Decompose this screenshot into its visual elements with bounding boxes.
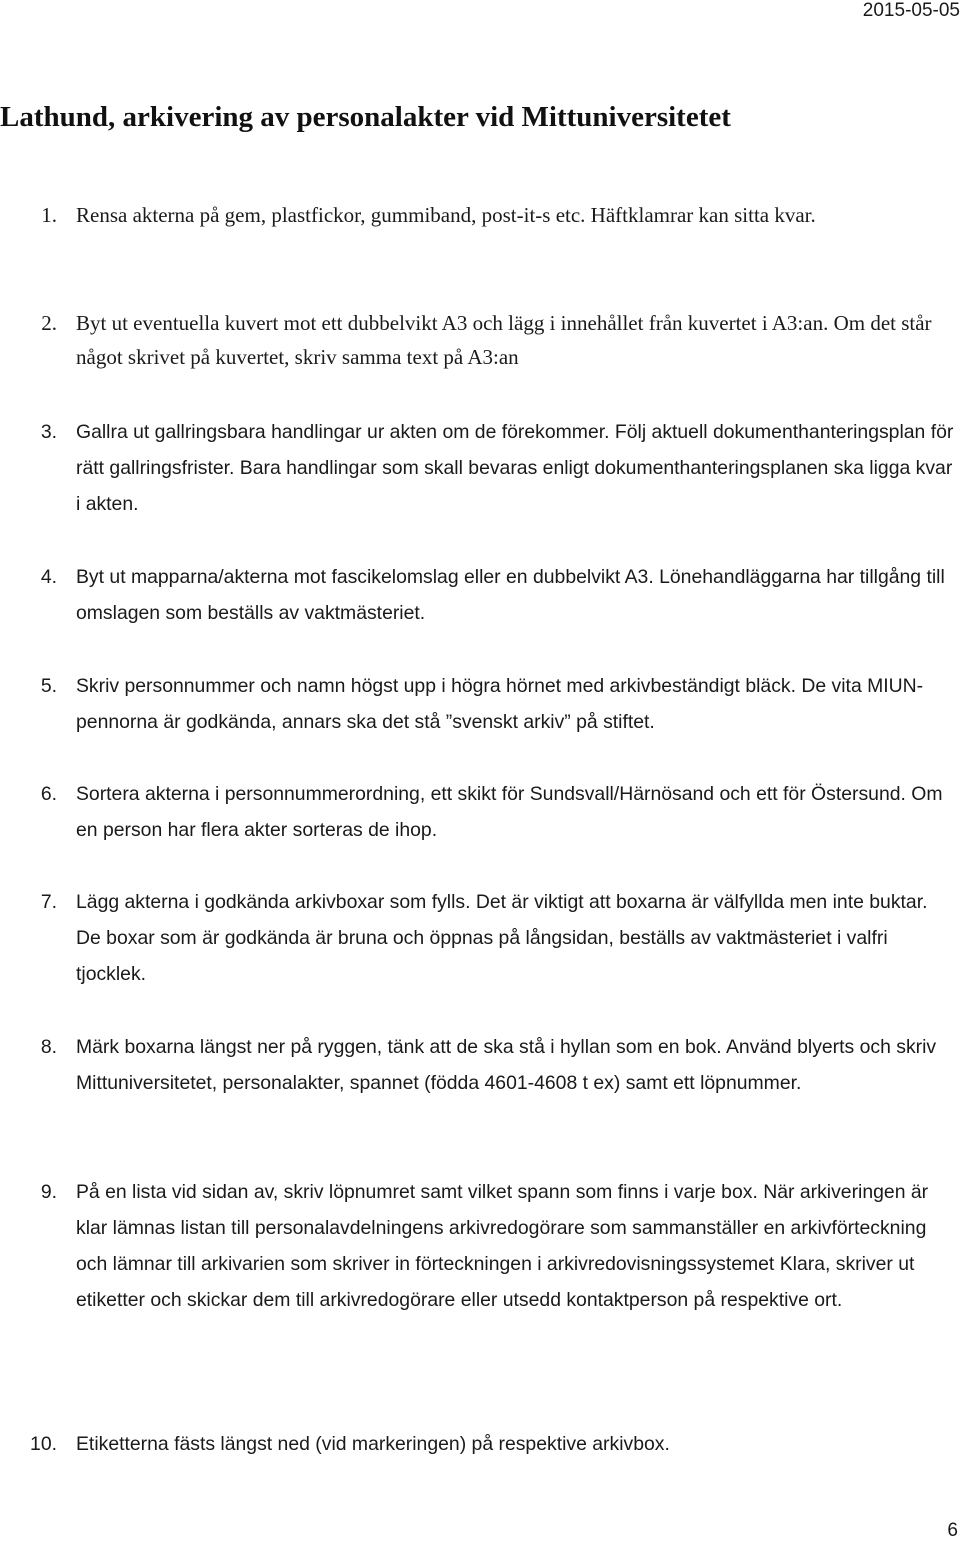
document-date: 2015-05-05 [862,0,960,21]
list-item-text: På en lista vid sidan av, skriv löpnumret samt vilket spann som finns i varje box. När arkiveringen är klar lämnas listan till personalavdelningens arkivredogörare som sammanställer en arkivförteckning och lämnar till arkivarien som skriver in förteckningen i arkivredovisningssystemet Klara, skriver ut etiketter och skickar dem till arkivredogörare eller utsedd kontaktperson på respektive ort. [76,1181,929,1311]
list-item-number: 1. [41,203,57,227]
list-item-text: Märk boxarna längst ner på ryggen, tänk att de ska stå i hyllan som en bok. Använd blyerts och skriv Mittuniversitetet, personalakter, spannet (födda 4601-4608 t ex) samt ett löpnummer. [76,1036,937,1094]
list-item-number: 5. [40,675,57,697]
list-item-number: 10. [30,1433,57,1455]
list-item-number: 9. [40,1181,57,1203]
list-item-text: Skriv personnummer och namn högst upp i högra hörnet med arkivbeständigt bläck. De vita MIUN-pennorna är godkända, annars ska det stå ”svenskt arkiv” på stiftet. [76,675,924,733]
list-item-text: Gallra ut gallringsbara handlingar ur akten om de förekommer. Följ aktuell dokumenthanteringsplan för rätt gallringsfrister. Bara handlingar som skall bevaras enligt dokumenthanteringsplanen ska ligga kvar i akten. [76,421,954,515]
list-item-text: Byt ut eventuella kuvert mot ett dubbelvikt A3 och lägg i innehållet från kuvertet i A3:an. Om det står något skrivet på kuvertet, skriv samma text på A3:an [76,311,932,369]
list-item-text: Lägg akterna i godkända arkivboxar som fylls. Det är viktigt att boxarna är välfyllda men inte buktar. De boxar som är godkända är bruna och öppnas på långsidan, beställs av vaktmästeriet i valfri tjocklek. [76,891,928,985]
list-item-number: 7. [40,891,57,913]
document-title: Lathund, arkivering av personalakter vid Mittuniversitetet [0,101,731,133]
list-item-text: Rensa akterna på gem, plastfickor, gummiband, post-it-s etc. Häftklamrar kan sitta kvar. [76,203,816,227]
list-item-text: Etiketterna fästs längst ned (vid markeringen) på respektive arkivbox. [76,1433,670,1455]
list-item-number: 8. [40,1036,57,1058]
list-item-number: 4. [40,566,57,588]
list-item-number: 3. [40,421,57,443]
list-item-text: Sortera akterna i personnummerordning, ett skikt för Sundsvall/Härnösand och ett för Östersund. Om en person har flera akter sorteras de ihop. [76,783,943,841]
list-item-number: 6. [40,783,57,805]
list-item-number: 2. [41,311,57,335]
page-number: 6 [947,1520,958,1541]
list-item-text: Byt ut mapparna/akterna mot fascikelomslag eller en dubbelvikt A3. Lönehandläggarna har tillgång till omslagen som beställs av vaktmästeriet. [76,566,945,624]
